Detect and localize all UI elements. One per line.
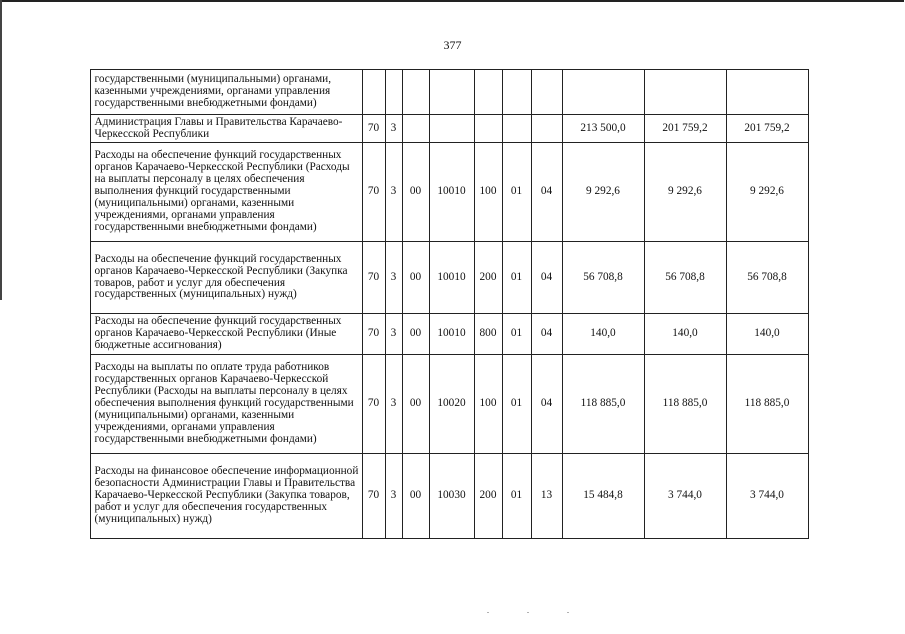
row-cell-c3: 00 <box>402 143 429 242</box>
row-cell-c4: 10030 <box>429 454 474 539</box>
row-cell-v2: 201 759,2 <box>644 115 726 143</box>
row-cell-c6: 01 <box>502 314 531 355</box>
row-cell-c5 <box>474 70 502 115</box>
page-number: 377 <box>443 38 462 52</box>
row-cell-v3: 3 744,0 <box>726 454 808 539</box>
row-cell-v1: 9 292,6 <box>562 143 644 242</box>
row-description: Расходы на обеспечение функций государственных органов Карачаево-Черкесской Республики (Закупка товаров, работ и услуг для обеспечения государственных (муниципальных) нужд) <box>90 242 362 314</box>
row-description: Расходы на финансовое обеспечение информационной безопасности Администрации Главы и Правительства Карачаево-Черкесской Республики (Закупка товаров, работ и услуг для обеспечения государственных (муниципальных) нужд) <box>90 454 362 539</box>
scan-specks: . . . <box>487 606 587 615</box>
row-cell-c2: 3 <box>385 143 402 242</box>
row-cell-c7: 04 <box>531 242 562 314</box>
row-description: Расходы на обеспечение функций государственных органов Карачаево-Черкесской Республики (Иные бюджетные ассигнования) <box>90 314 362 355</box>
row-gap-cell <box>64 454 90 539</box>
row-cell-c6: 01 <box>502 143 531 242</box>
table-row <box>64 454 808 539</box>
row-gap-cell <box>64 70 90 115</box>
row-cell-v2: 140,0 <box>644 314 726 355</box>
row-cell-c1 <box>362 70 385 115</box>
row-cell-v1: 213 500,0 <box>562 115 644 143</box>
row-cell-v1 <box>562 70 644 115</box>
row-description: Расходы на обеспечение функций государственных органов Карачаево-Черкесской Республики (Расходы на выплаты персоналу в целях обеспечения выполнения функций государственными (муниципальными) органами, казенными учреждениями, органами управления государственными внебюджетными фондами) <box>90 143 362 242</box>
row-description: государственными (муниципальными) органами, казенными учреждениями, органами управления государственными внебюджетными фондами) <box>90 70 362 115</box>
row-cell-c3 <box>402 70 429 115</box>
row-cell-c7 <box>531 70 562 115</box>
row-gap-cell <box>64 242 90 314</box>
row-cell-c5: 100 <box>474 355 502 454</box>
row-cell-c7: 04 <box>531 314 562 355</box>
row-cell-v3: 140,0 <box>726 314 808 355</box>
row-cell-c6: 01 <box>502 355 531 454</box>
row-cell-c6 <box>502 115 531 143</box>
row-gap-cell <box>64 314 90 355</box>
row-cell-c6: 01 <box>502 454 531 539</box>
row-cell-v3 <box>726 70 808 115</box>
row-cell-v2 <box>644 70 726 115</box>
row-cell-c5: 200 <box>474 242 502 314</box>
row-cell-c7: 13 <box>531 454 562 539</box>
row-cell-c3: 00 <box>402 355 429 454</box>
row-cell-c7: 04 <box>531 355 562 454</box>
row-cell-c2: 3 <box>385 454 402 539</box>
row-description: Администрация Главы и Правительства Карачаево-Черкесской Республики <box>90 115 362 143</box>
row-cell-c6: 01 <box>502 242 531 314</box>
row-cell-c6 <box>502 70 531 115</box>
row-cell-c5 <box>474 115 502 143</box>
row-cell-c1: 70 <box>362 115 385 143</box>
row-cell-c1: 70 <box>362 143 385 242</box>
page-edge <box>0 0 904 2</box>
row-description: Расходы на выплаты по оплате труда работников государственных органов Карачаево-Черкесской Республики (Расходы на выплаты персоналу в целях обеспечения выполнения функций государственными (муниципальными) органами, казенными учреждениями, органами управления государственными внебюджетными фондами) <box>90 355 362 454</box>
row-cell-c7: 04 <box>531 143 562 242</box>
table-row <box>64 314 808 355</box>
table-row <box>64 143 808 242</box>
row-cell-c2: 3 <box>385 314 402 355</box>
row-cell-v2: 118 885,0 <box>644 355 726 454</box>
row-cell-c4: 10010 <box>429 314 474 355</box>
row-cell-v3: 118 885,0 <box>726 355 808 454</box>
row-cell-c3: 00 <box>402 242 429 314</box>
row-cell-v1: 15 484,8 <box>562 454 644 539</box>
row-cell-v2: 9 292,6 <box>644 143 726 242</box>
row-cell-v1: 56 708,8 <box>562 242 644 314</box>
row-cell-c3 <box>402 115 429 143</box>
row-cell-c4: 10010 <box>429 143 474 242</box>
row-cell-c4 <box>429 115 474 143</box>
row-cell-c4: 10010 <box>429 242 474 314</box>
row-gap-cell <box>64 115 90 143</box>
row-gap-cell <box>64 355 90 454</box>
row-cell-c3: 00 <box>402 454 429 539</box>
row-cell-c2: 3 <box>385 115 402 143</box>
row-cell-c1: 70 <box>362 314 385 355</box>
row-gap-cell <box>64 143 90 242</box>
row-cell-c1: 70 <box>362 242 385 314</box>
row-cell-v3: 56 708,8 <box>726 242 808 314</box>
table-row <box>64 70 808 115</box>
row-cell-v3: 201 759,2 <box>726 115 808 143</box>
table-row <box>64 355 808 454</box>
row-cell-c4: 10020 <box>429 355 474 454</box>
row-cell-c5: 100 <box>474 143 502 242</box>
budget-table <box>64 69 809 539</box>
row-cell-c5: 200 <box>474 454 502 539</box>
row-cell-c2: 3 <box>385 242 402 314</box>
row-cell-v2: 3 744,0 <box>644 454 726 539</box>
row-cell-v2: 56 708,8 <box>644 242 726 314</box>
row-cell-c2 <box>385 70 402 115</box>
row-cell-c1: 70 <box>362 355 385 454</box>
row-cell-c5: 800 <box>474 314 502 355</box>
table-row <box>64 115 808 143</box>
row-cell-v3: 9 292,6 <box>726 143 808 242</box>
row-cell-v1: 118 885,0 <box>562 355 644 454</box>
row-cell-c4 <box>429 70 474 115</box>
table-row <box>64 242 808 314</box>
row-cell-c3: 00 <box>402 314 429 355</box>
row-cell-c7 <box>531 115 562 143</box>
row-cell-c1: 70 <box>362 454 385 539</box>
row-cell-v1: 140,0 <box>562 314 644 355</box>
row-cell-c2: 3 <box>385 355 402 454</box>
